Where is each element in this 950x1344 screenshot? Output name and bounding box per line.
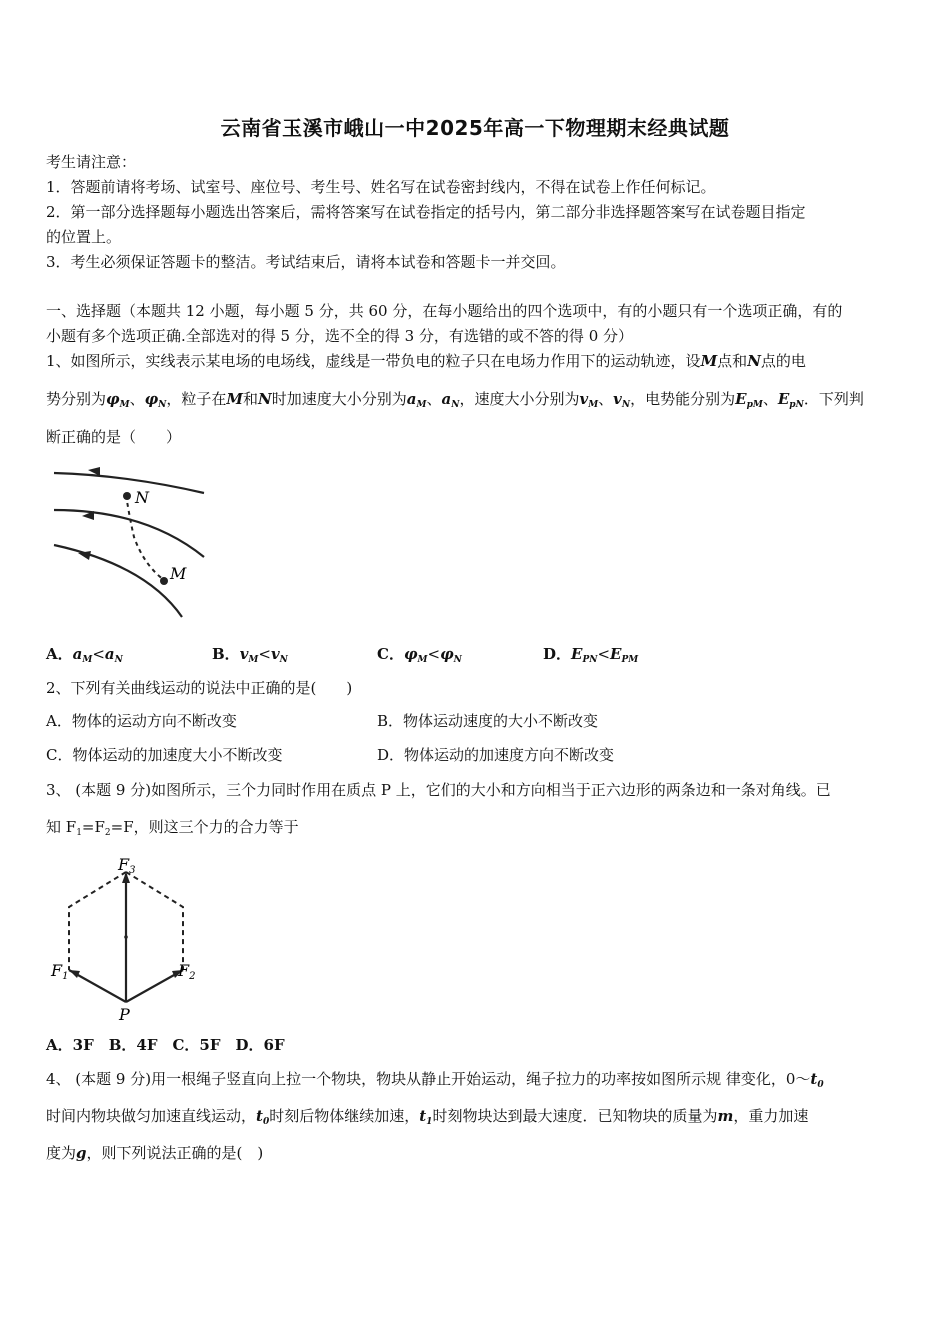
center-dot (124, 935, 128, 939)
q4-stem-line3: 度为g，则下列说法正确的是( ) (46, 1144, 264, 1162)
q1-option-a[interactable]: A．$a_M<a_N$ (46, 645, 123, 665)
q1-option-d[interactable]: D．$E_{PN}<E_{PM}$ (543, 645, 639, 665)
q2-option-d[interactable]: D．物体运动的加速度方向不断改变 (377, 746, 615, 764)
section-heading-line1: 一、选择题（本题共 12 小题，每小题 5 分，共 60 分，在每小题给出的四个选项中，有的小题只有一个选项正确，有的 (46, 302, 843, 320)
hexagon-left-dashed (69, 872, 126, 970)
label-F2: F2 (178, 961, 196, 982)
force-F1-arrow (69, 970, 80, 978)
q2-stem: 2、下列有关曲线运动的说法中正确的是( ) (46, 679, 353, 697)
q1-stem-line3: 断正确的是（ ） (46, 428, 182, 446)
electric-field-figure (46, 465, 216, 625)
q2-option-b[interactable]: B．物体运动速度的大小不断改变 (377, 712, 599, 730)
section-heading-line2: 小题有多个选项正确.全部选对的得 5 分，选不全的得 3 分，有选错的或不答的得 0 分） (46, 327, 634, 345)
q4-stem-line1: 4、 (本题 9 分)用一根绳子竖直向上拉一个物块，物块从静止开始运动，绳子拉力的功率按如图所示规 律变化，$0\sim t_0$ (46, 1070, 824, 1090)
q4-stem-line2: 时间内物块做匀加速直线运动，$t_0$时刻后物体继续加速，$t_1$时刻物块达到最大速度．已知物块的质量为m，重力加速 (46, 1107, 809, 1127)
notice-item-2a: 2．第一部分选择题每小题选出答案后，需将答案写在试卷指定的括号内，第二部分非选择题答案写在试卷题目指定 (46, 203, 806, 221)
notice-item-1: 1．答题前请将考场、试室号、座位号、考生号、姓名写在试卷密封线内，不得在试卷上作任何标记。 (46, 178, 716, 196)
page-title: 云南省玉溪市峨山一中2025年高一下物理期末经典试题 (220, 116, 730, 140)
q3-options[interactable]: A．3F B．4F C．5F D．6F (46, 1036, 285, 1054)
point-M (160, 577, 168, 585)
q1-stem-line2: 势分别为$\varphi_M$、$\varphi_N$，粒子在M和N时加速度大小分别为$a_M$、$a_N$，速度大小分别为$v_M$、$v_N$，电势能分别为$E_{pM}$、$E_{pN}$．下列判 (46, 390, 864, 410)
q2-option-c[interactable]: C．物体运动的加速度大小不断改变 (46, 746, 283, 764)
q3-stem-line2: 知 $F_1=F_2=F$，则这三个力的合力等于 (46, 818, 299, 838)
notice-heading: 考生请注意： (46, 153, 137, 171)
q2-option-a[interactable]: A．物体的运动方向不断改变 (46, 712, 237, 730)
label-F1: F1 (51, 961, 69, 982)
label-N: N (135, 488, 149, 507)
q1-stem-line1: 1、如图所示，实线表示某电场的电场线，虚线是一带负电的粒子只在电场力作用下的运动轨迹，设M点和N点的电 (46, 352, 806, 370)
q1-option-b[interactable]: B．$v_M<v_N$ (212, 645, 288, 665)
notice-item-2b: 的位置上。 (46, 228, 122, 246)
label-P: P (119, 1005, 130, 1022)
trajectory-dashed (126, 495, 164, 580)
hexagon-right-dashed (126, 872, 183, 970)
notice-item-3: 3．考生必须保证答题卡的整洁。考试结束后，请将本试卷和答题卡一并交回。 (46, 253, 566, 271)
field-line-1 (54, 473, 204, 493)
label-M: M (170, 564, 187, 583)
q1-option-c[interactable]: C．$\varphi_M<\varphi_N$ (377, 645, 462, 665)
label-F3: F3 (118, 855, 136, 876)
hexagon-forces-figure (46, 852, 216, 1022)
q3-stem-line1: 3、 (本题 9 分)如图所示，三个力同时作用在质点 P 上，它们的大小和方向相当于正六边形的两条边和一条对角线。已 (46, 781, 831, 799)
point-N (123, 492, 131, 500)
